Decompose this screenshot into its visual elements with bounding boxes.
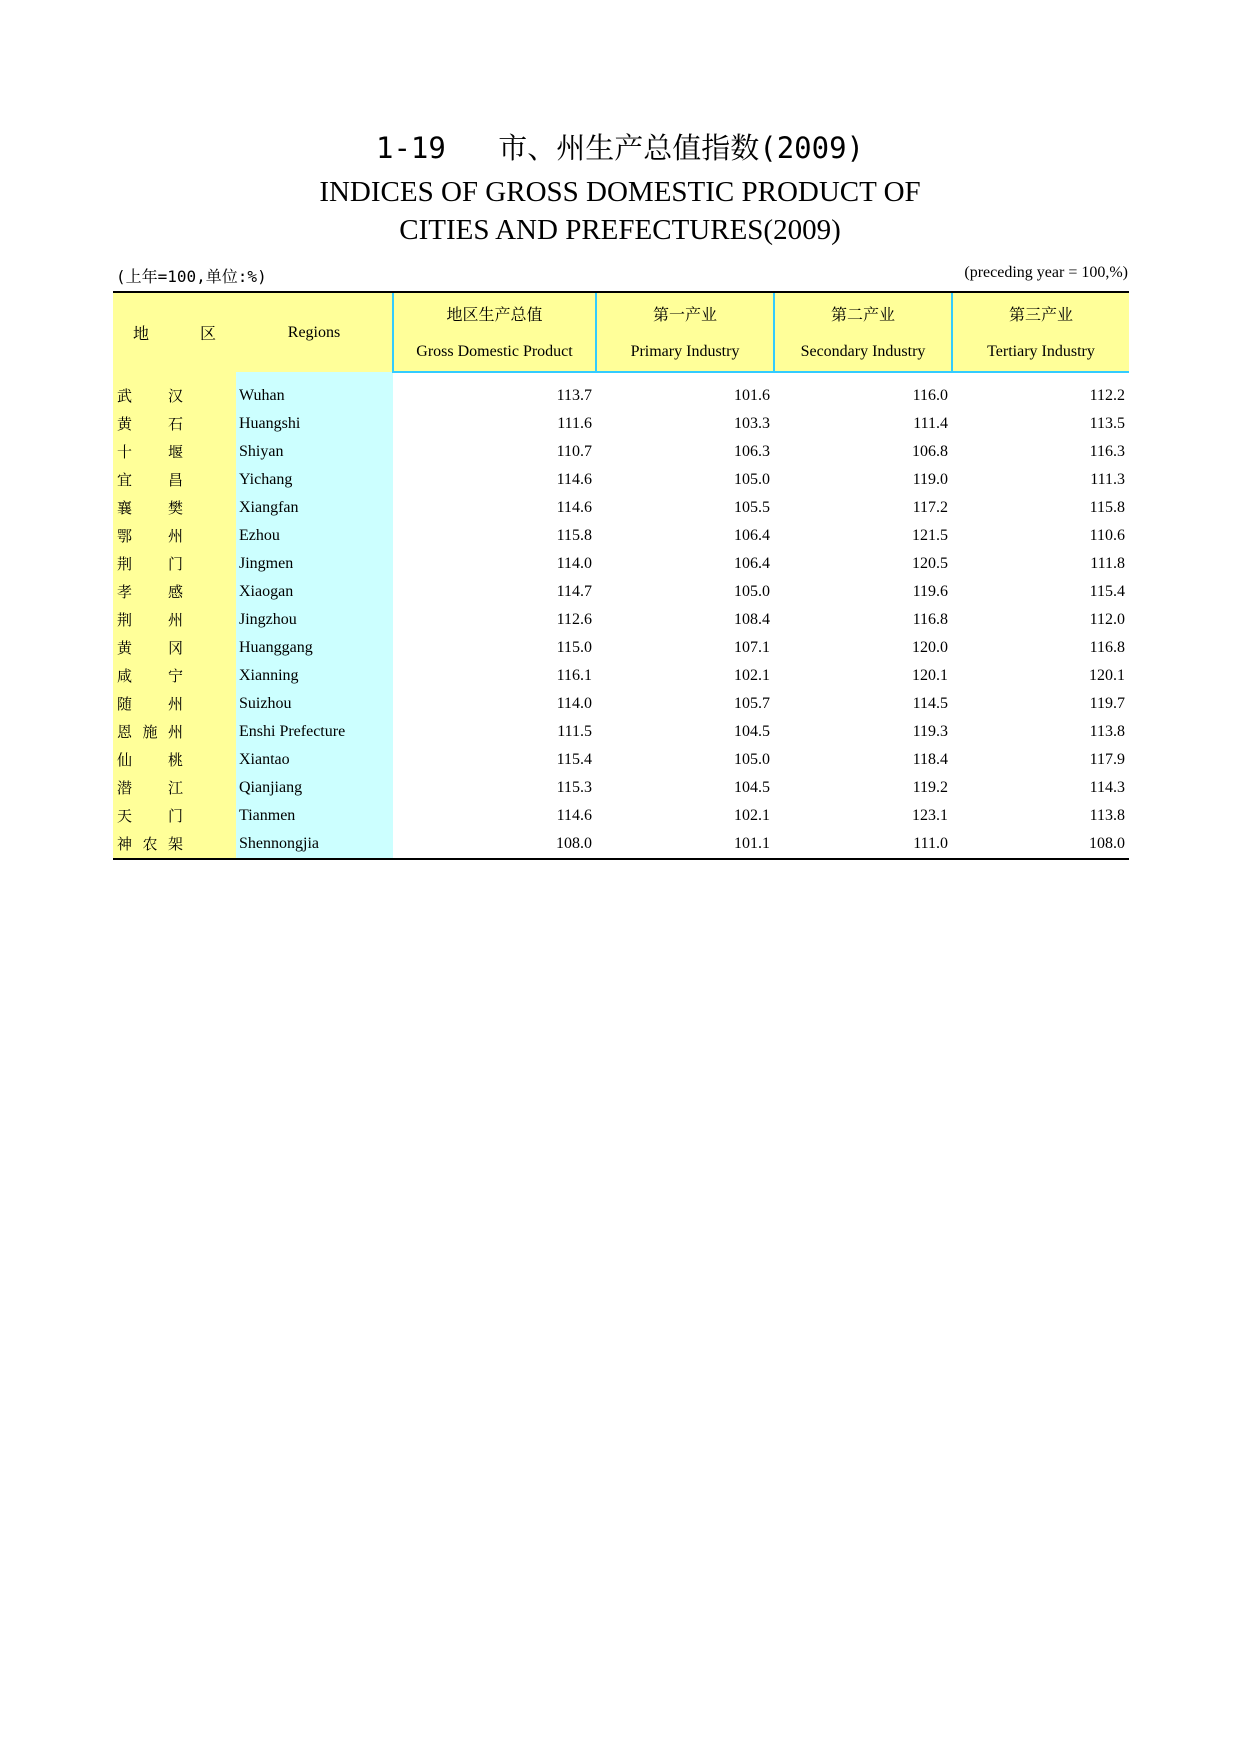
table-row bbox=[113, 522, 1129, 550]
primary-cell: 104.5 bbox=[734, 779, 770, 796]
gdp-cell: 114.7 bbox=[556, 583, 592, 600]
tertiary-cell: 114.3 bbox=[1089, 779, 1125, 796]
region-cn-char: 黄 bbox=[117, 639, 133, 657]
tertiary-cell: 116.8 bbox=[1089, 639, 1125, 656]
secondary-cell: 119.3 bbox=[912, 723, 948, 740]
secondary-cell: 111.4 bbox=[913, 415, 948, 432]
region-cn-cell bbox=[113, 746, 236, 774]
tertiary-cell: 113.8 bbox=[1089, 723, 1125, 740]
region-cn-char: 昌 bbox=[167, 471, 183, 489]
region-en-cell: Xiangfan bbox=[236, 494, 393, 522]
header-region-cn-char2: 区 bbox=[199, 326, 216, 343]
gdp-cell: 114.6 bbox=[556, 807, 592, 824]
primary-cell: 105.5 bbox=[734, 499, 770, 516]
primary-cell: 104.5 bbox=[734, 723, 770, 740]
table-row bbox=[113, 606, 1129, 634]
region-cn-char: 仙 bbox=[117, 751, 133, 769]
gdp-cell: 108.0 bbox=[393, 830, 596, 859]
primary-cell: 107.1 bbox=[734, 639, 770, 656]
region-cn-char: 州 bbox=[167, 611, 183, 629]
table-row bbox=[113, 746, 1129, 774]
region-cn-char: 汉 bbox=[167, 387, 183, 405]
header-tertiary-cn: 第三产业 bbox=[952, 292, 1129, 333]
gdp-cell: 115.3 bbox=[556, 779, 592, 796]
region-en-cell: Tianmen bbox=[236, 802, 393, 830]
gdp-cell: 115.0 bbox=[556, 639, 592, 656]
primary-cell: 106.4 bbox=[734, 527, 770, 544]
region-en-cell: Jingmen bbox=[236, 550, 393, 578]
tertiary-cell: 112.2 bbox=[1089, 387, 1125, 404]
primary-cell: 105.0 bbox=[734, 583, 770, 600]
secondary-cell: 120.1 bbox=[912, 667, 948, 684]
region-cn-char: 门 bbox=[167, 555, 183, 573]
region-cn-char: 感 bbox=[167, 583, 183, 601]
region-cn-char: 州 bbox=[167, 527, 183, 545]
region-en-cell: Shiyan bbox=[236, 438, 393, 466]
region-cn-cell bbox=[113, 466, 236, 494]
region-cn-char: 潜 bbox=[117, 779, 133, 797]
gdp-cell: 111.5 bbox=[557, 723, 592, 740]
region-cn-char: 州 bbox=[167, 695, 183, 713]
region-cn-char: 武 bbox=[117, 387, 133, 405]
region-cn-cell bbox=[113, 774, 236, 802]
region-cn-cell bbox=[113, 606, 236, 634]
region-cn-char: 江 bbox=[167, 779, 183, 797]
gdp-cell: 111.6 bbox=[557, 415, 592, 432]
region-en-cell: Enshi Prefecture bbox=[236, 718, 393, 746]
region-cn-cell bbox=[113, 438, 236, 466]
secondary-cell: 121.5 bbox=[912, 527, 948, 544]
secondary-cell: 119.6 bbox=[912, 583, 948, 600]
primary-cell: 102.1 bbox=[734, 807, 770, 824]
secondary-cell: 123.1 bbox=[912, 807, 948, 824]
primary-cell: 105.0 bbox=[734, 471, 770, 488]
gdp-cell: 116.1 bbox=[556, 667, 592, 684]
tertiary-cell: 119.7 bbox=[1089, 695, 1125, 712]
spacer-row bbox=[113, 372, 1129, 382]
table-row bbox=[113, 634, 1129, 662]
secondary-cell: 119.2 bbox=[912, 779, 948, 796]
table-row bbox=[113, 690, 1129, 718]
tertiary-cell: 120.1 bbox=[1089, 667, 1125, 684]
region-cn-char: 架 bbox=[167, 835, 183, 853]
region-cn-cell bbox=[113, 550, 236, 578]
primary-cell: 106.3 bbox=[734, 443, 770, 460]
region-cn-cell bbox=[113, 662, 236, 690]
region-cn-cell bbox=[113, 802, 236, 830]
primary-cell: 101.6 bbox=[734, 387, 770, 404]
gdp-cell: 112.6 bbox=[556, 611, 592, 628]
gdp-cell: 115.8 bbox=[556, 527, 592, 544]
region-cn-char: 咸 bbox=[117, 667, 133, 685]
region-en-cell: Wuhan bbox=[236, 382, 393, 410]
tertiary-cell: 111.8 bbox=[1090, 555, 1125, 572]
header-gdp-cn: 地区生产总值 bbox=[393, 292, 596, 333]
table-row bbox=[113, 802, 1129, 830]
region-en-cell: Yichang bbox=[236, 466, 393, 494]
header-tertiary-en: Tertiary Industry bbox=[952, 333, 1129, 372]
region-cn-cell bbox=[113, 690, 236, 718]
region-cn-cell bbox=[113, 382, 236, 410]
region-cn-char: 堰 bbox=[167, 443, 183, 461]
tertiary-cell: 110.6 bbox=[1089, 527, 1125, 544]
tertiary-cell: 115.4 bbox=[1089, 583, 1125, 600]
region-cn-cell bbox=[113, 494, 236, 522]
region-cn-char: 宁 bbox=[167, 667, 183, 685]
table-title-chinese bbox=[0, 128, 1240, 168]
primary-cell: 106.4 bbox=[734, 555, 770, 572]
secondary-cell: 116.8 bbox=[912, 611, 948, 628]
region-en-cell: Xiaogan bbox=[236, 578, 393, 606]
region-cn-char: 随 bbox=[117, 695, 133, 713]
secondary-cell: 120.5 bbox=[912, 555, 948, 572]
gdp-cell: 114.6 bbox=[556, 471, 592, 488]
region-cn-char: 石 bbox=[167, 415, 183, 433]
region-cn-char: 黄 bbox=[117, 415, 133, 433]
table-row bbox=[113, 494, 1129, 522]
table-row bbox=[113, 438, 1129, 466]
table-title-english bbox=[0, 173, 1240, 249]
region-en-cell: Huangshi bbox=[236, 410, 393, 438]
secondary-cell: 119.0 bbox=[912, 471, 948, 488]
region-cn-cell bbox=[113, 522, 236, 550]
tertiary-cell: 115.8 bbox=[1089, 499, 1125, 516]
primary-cell: 105.0 bbox=[734, 751, 770, 768]
header-secondary-cn: 第二产业 bbox=[774, 292, 952, 333]
table-body bbox=[113, 372, 1129, 859]
table-number: 1-19 bbox=[376, 131, 446, 165]
tertiary-cell: 113.5 bbox=[1089, 415, 1125, 432]
gdp-cell: 114.0 bbox=[556, 695, 592, 712]
region-cn-cell bbox=[113, 718, 236, 746]
region-cn-char: 州 bbox=[167, 723, 183, 741]
header-primary-cn: 第一产业 bbox=[596, 292, 774, 333]
header-primary-en: Primary Industry bbox=[596, 333, 774, 372]
primary-cell: 103.3 bbox=[734, 415, 770, 432]
gdp-cell: 110.7 bbox=[556, 443, 592, 460]
region-cn-char: 天 bbox=[117, 807, 133, 825]
secondary-cell: 120.0 bbox=[912, 639, 948, 656]
table-row bbox=[113, 550, 1129, 578]
region-en-cell: Ezhou bbox=[236, 522, 393, 550]
tertiary-cell: 111.3 bbox=[1090, 471, 1125, 488]
tertiary-cell: 112.0 bbox=[1089, 611, 1125, 628]
region-cn-char: 宜 bbox=[117, 471, 133, 489]
region-cn-char: 十 bbox=[117, 443, 133, 461]
primary-cell: 102.1 bbox=[734, 667, 770, 684]
table-row bbox=[113, 382, 1129, 410]
region-en-cell: Jingzhou bbox=[236, 606, 393, 634]
gdp-cell: 114.0 bbox=[556, 555, 592, 572]
region-cn-char: 施 bbox=[142, 723, 158, 741]
gdp-cell: 114.6 bbox=[556, 499, 592, 516]
table-row bbox=[113, 830, 1129, 859]
tertiary-cell: 113.8 bbox=[1089, 807, 1125, 824]
unit-note-chinese: (上年=100,单位:%) bbox=[116, 267, 267, 286]
region-cn-char: 恩 bbox=[117, 723, 133, 741]
region-cn-char: 荆 bbox=[117, 555, 133, 573]
table-header bbox=[113, 292, 1129, 372]
region-cn-char: 神 bbox=[117, 835, 133, 853]
region-en-cell: Shennongjia bbox=[236, 830, 393, 859]
table-row bbox=[113, 774, 1129, 802]
title-chinese-text: 市、州生产总值指数(2009) bbox=[498, 131, 864, 165]
gdp-index-table bbox=[113, 291, 1129, 860]
secondary-cell: 118.4 bbox=[912, 751, 948, 768]
region-cn-cell bbox=[113, 634, 236, 662]
primary-cell: 105.7 bbox=[734, 695, 770, 712]
tertiary-cell: 117.9 bbox=[1089, 751, 1125, 768]
header-region-cn-char1: 地 bbox=[133, 326, 150, 343]
primary-cell: 108.4 bbox=[734, 611, 770, 628]
table-row bbox=[113, 466, 1129, 494]
header-region-en: Regions bbox=[236, 292, 393, 372]
header-region-cn bbox=[113, 292, 236, 372]
region-en-cell: Huanggang bbox=[236, 634, 393, 662]
unit-note-english: (preceding year = 100,%) bbox=[964, 264, 1128, 281]
title-english-line1: INDICES OF GROSS DOMESTIC PRODUCT OF bbox=[319, 176, 921, 208]
table-row bbox=[113, 662, 1129, 690]
region-cn-char: 冈 bbox=[167, 639, 183, 657]
region-en-cell: Qianjiang bbox=[236, 774, 393, 802]
title-english-line2: CITIES AND PREFECTURES(2009) bbox=[399, 214, 841, 246]
table-row bbox=[113, 718, 1129, 746]
gdp-cell: 113.7 bbox=[556, 387, 592, 404]
region-cn-char: 农 bbox=[142, 835, 158, 853]
secondary-cell: 117.2 bbox=[912, 499, 948, 516]
region-cn-char: 孝 bbox=[117, 583, 133, 601]
region-cn-char: 荆 bbox=[117, 611, 133, 629]
header-secondary-en: Secondary Industry bbox=[774, 333, 952, 372]
secondary-cell: 111.0 bbox=[774, 830, 952, 859]
table-row bbox=[113, 578, 1129, 606]
region-cn-char: 门 bbox=[167, 807, 183, 825]
header-gdp-en: Gross Domestic Product bbox=[393, 333, 596, 372]
primary-cell: 101.1 bbox=[596, 830, 774, 859]
secondary-cell: 114.5 bbox=[912, 695, 948, 712]
region-cn-cell bbox=[113, 830, 236, 859]
region-en-cell: Xiantao bbox=[236, 746, 393, 774]
gdp-cell: 115.4 bbox=[556, 751, 592, 768]
region-cn-cell bbox=[113, 410, 236, 438]
region-cn-char: 鄂 bbox=[117, 527, 133, 545]
secondary-cell: 106.8 bbox=[912, 443, 948, 460]
region-cn-cell bbox=[113, 578, 236, 606]
tertiary-cell: 116.3 bbox=[1089, 443, 1125, 460]
region-en-cell: Suizhou bbox=[236, 690, 393, 718]
region-cn-char: 樊 bbox=[167, 499, 183, 517]
region-cn-char: 桃 bbox=[167, 751, 183, 769]
table-row bbox=[113, 410, 1129, 438]
tertiary-cell: 108.0 bbox=[952, 830, 1129, 859]
region-en-cell: Xianning bbox=[236, 662, 393, 690]
region-cn-char: 襄 bbox=[117, 499, 133, 517]
secondary-cell: 116.0 bbox=[912, 387, 948, 404]
